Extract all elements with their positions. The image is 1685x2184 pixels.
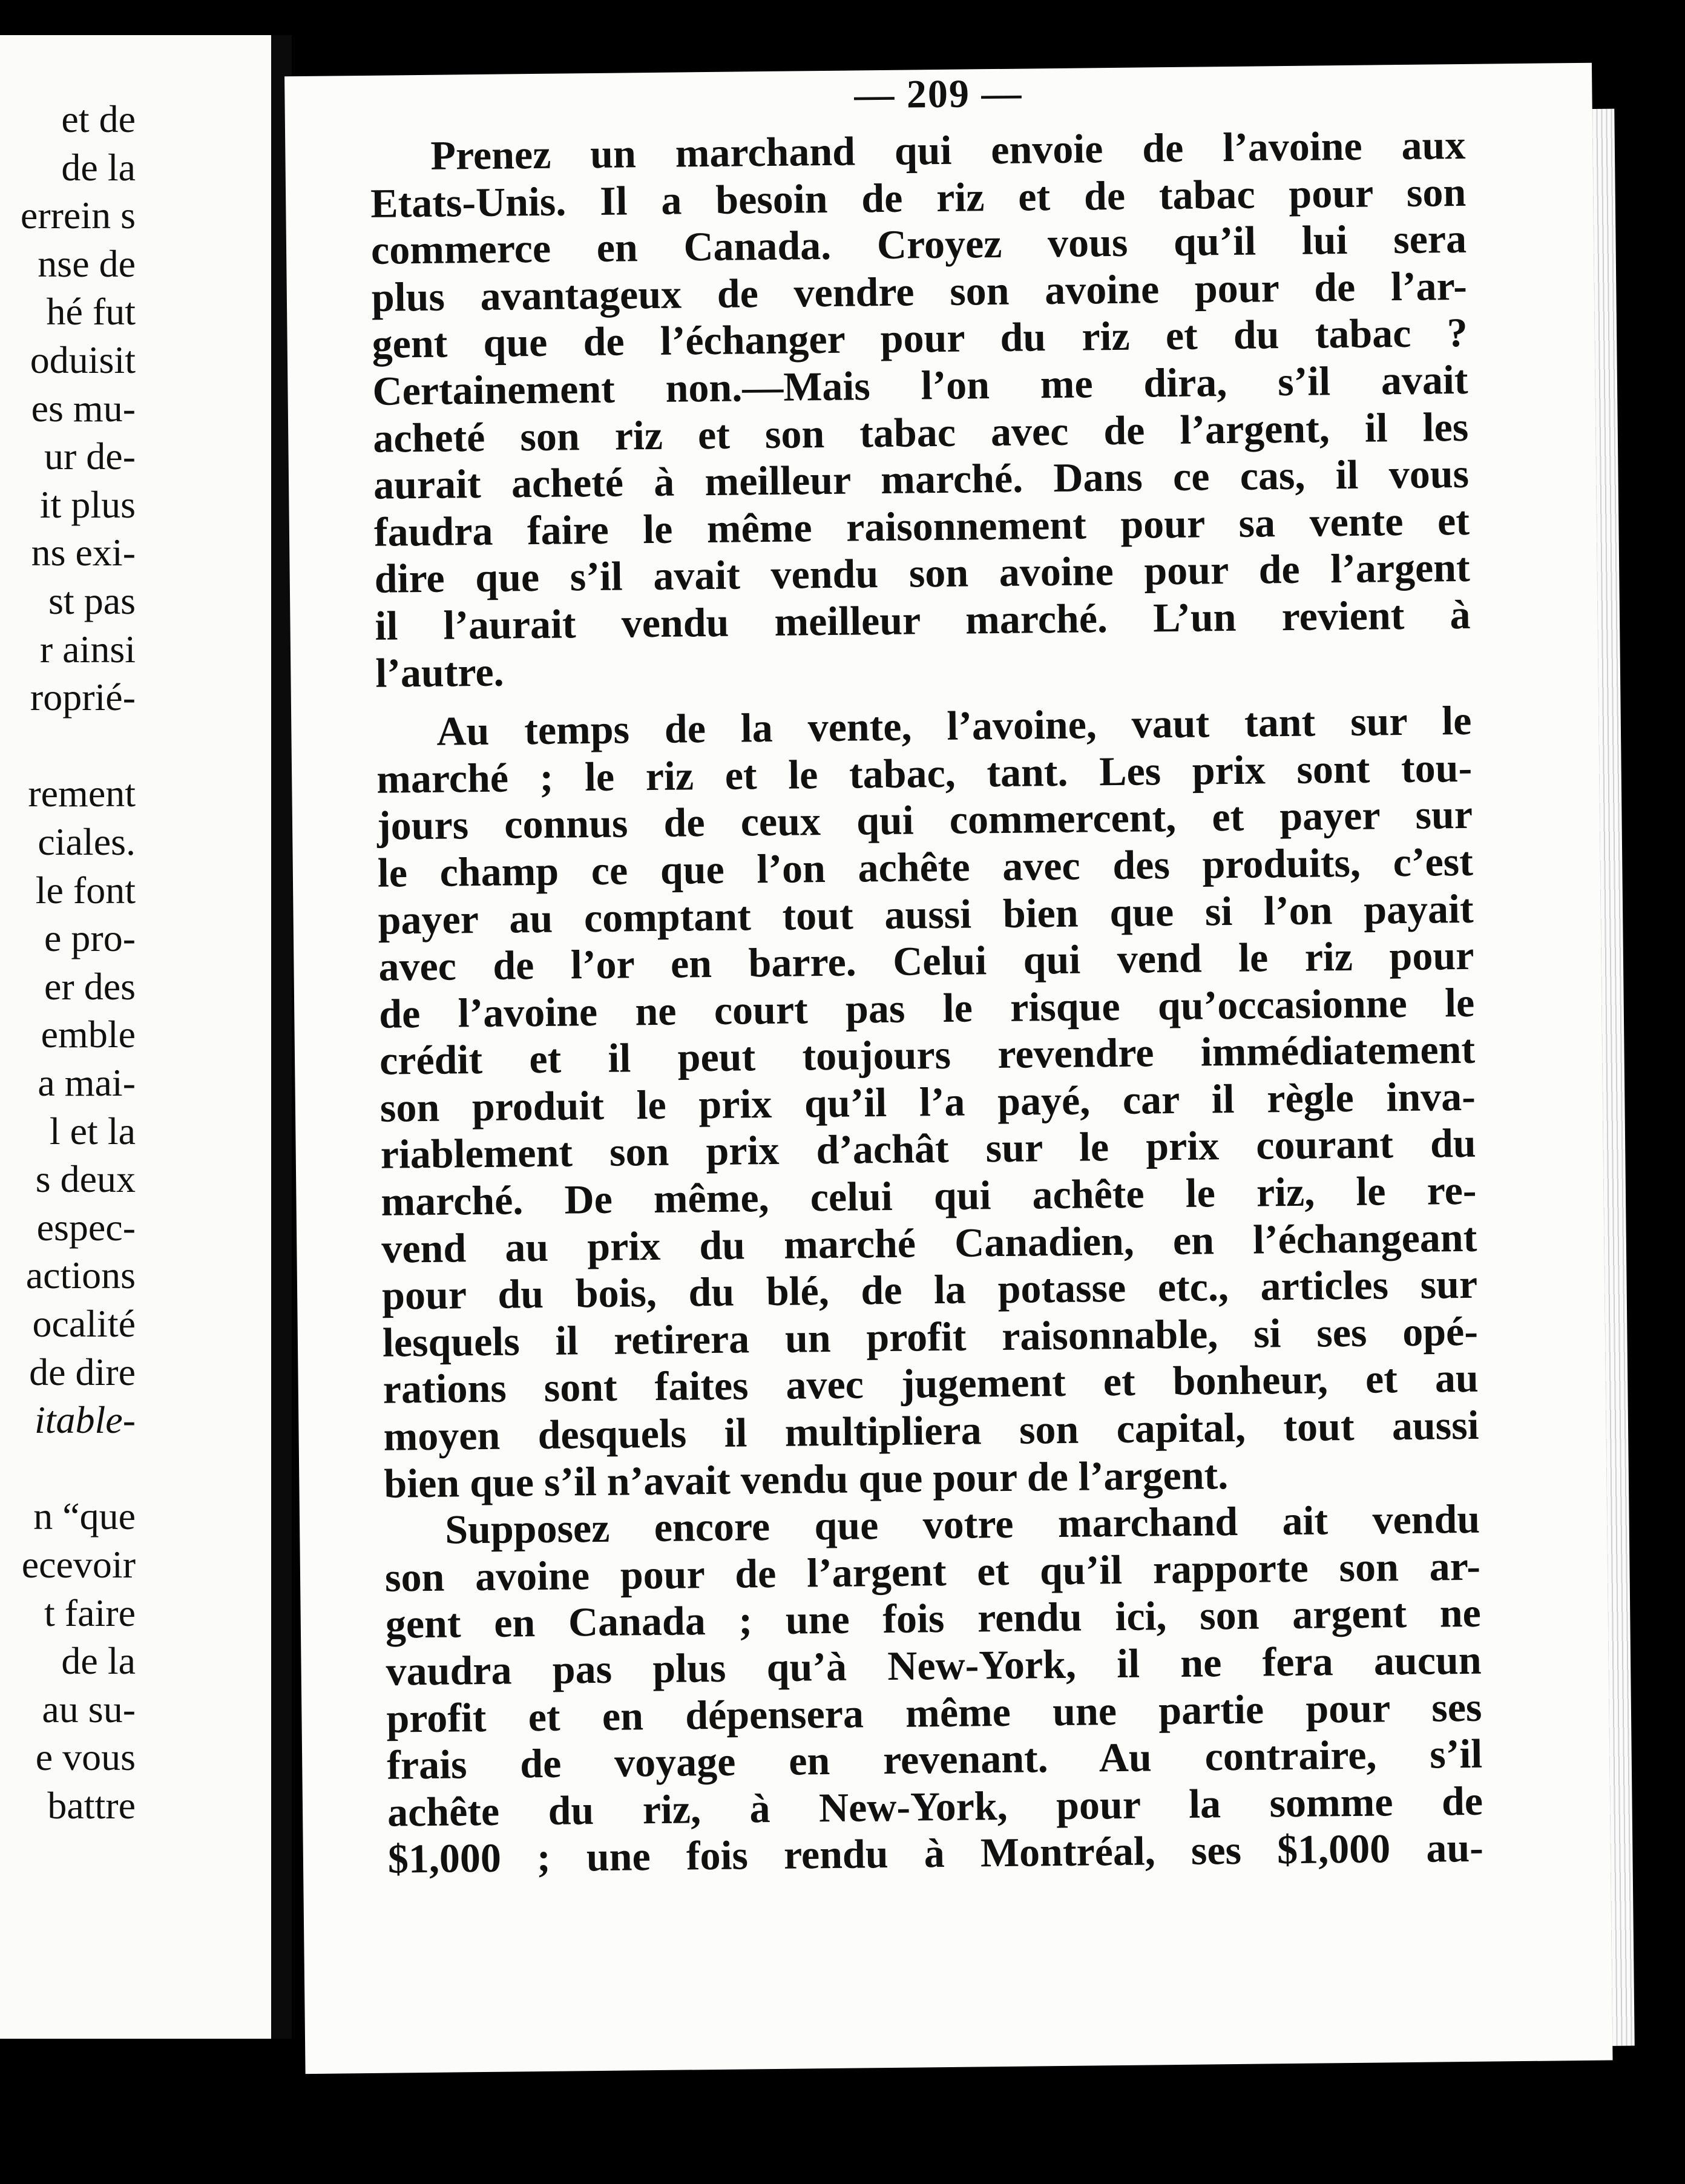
text-line: bien que s’il n’avait vendu que pour de l’argent.: [384, 1451, 1229, 1507]
left-page-line: emble: [41, 1013, 136, 1056]
text-line: vend au prix du marché Canadien, en l’échangeant: [381, 1214, 1477, 1272]
text-line: Etats-Unis. Il a besoin de riz et de tabac pour son: [370, 168, 1467, 226]
left-page-line: oduisit: [30, 338, 136, 381]
left-page-line: roprié-: [30, 676, 136, 719]
text-line: commerce en Canada. Croyez vous qu’il lui sera: [370, 215, 1467, 274]
left-page-line: de la: [61, 145, 136, 189]
left-page-line: ns exi-: [31, 531, 136, 574]
text-line: marché. De même, celui qui achête le riz, le re-: [381, 1166, 1477, 1225]
left-page-line: ecevoir: [21, 1543, 136, 1586]
left-page-line: et de: [61, 97, 136, 140]
text-line: aurait acheté à meilleur marché. Dans ce cas, il vous: [373, 450, 1470, 508]
text-line: moyen desquels il multipliera son capital, tout aussi: [383, 1401, 1479, 1459]
text-line: profit et en dépensera même une partie pour ses: [386, 1683, 1482, 1742]
text-line: avec de l’or en barre. Celui qui vend le riz pour: [378, 932, 1474, 990]
left-page-line: ur de-: [44, 435, 136, 478]
text-line: rations sont faites avec jugement et bonheur, et au: [383, 1355, 1479, 1413]
left-page-line: rement: [28, 772, 136, 815]
text-line: son produit le prix qu’il l’a payé, car il règle inva-: [379, 1073, 1476, 1131]
left-page-line: er des: [44, 964, 136, 1008]
left-page-line: nse de: [38, 242, 136, 285]
left-page-line: t faire: [44, 1591, 136, 1634]
text-line: achête du riz, à New-York, pour la somme de: [387, 1777, 1483, 1835]
text-line: lesquels il retirera un profit raisonnable, si ses opé-: [382, 1307, 1479, 1366]
text-line: dire que s’il avait vendu son avoine pour de l’argent: [374, 544, 1471, 602]
left-page-line: de la: [61, 1639, 136, 1683]
left-page-line: ocalité: [32, 1302, 136, 1345]
left-page-line: e vous: [35, 1735, 136, 1779]
left-page-line: st pas: [48, 579, 136, 622]
text-line: payer au comptant tout aussi bien que si l’on payait: [378, 885, 1474, 943]
text-line: vaudra pas plus qu’à New-York, il ne fera aucun: [386, 1636, 1482, 1694]
text-line: marché ; le riz et le tabac, tant. Les prix sont tou-: [376, 744, 1473, 802]
text-line: Prenez un marchand qui envoie de l’avoine aux: [430, 121, 1466, 179]
text-line: Au temps de la vente, l’avoine, vaut tant sur le: [436, 697, 1472, 754]
text-line: gent en Canada ; une fois rendu ici, son argent ne: [385, 1590, 1482, 1648]
text-line: frais de voyage en revenant. Au contraire, s’il: [386, 1730, 1483, 1788]
text-line: il l’aurait vendu meilleur marché. L’un revient à: [375, 591, 1471, 649]
left-page-line: le font: [35, 868, 136, 912]
text-line: riablement son prix d’achât sur le prix courant du: [380, 1120, 1477, 1178]
left-page-line: a mai-: [38, 1061, 136, 1104]
body-text: [370, 122, 1483, 1883]
left-page-line: au su-: [42, 1687, 136, 1731]
text-line: son avoine pour de l’argent et qu’il rapporte son ar-: [384, 1542, 1481, 1600]
right-page: [284, 63, 1612, 2074]
left-page-line: l et la: [49, 1109, 136, 1153]
text-line: le champ ce que l’on achête avec des produits, c’est: [377, 838, 1474, 896]
left-page-line: e pro-: [44, 916, 136, 960]
left-page-line: es mu-: [31, 386, 136, 430]
text-line: gent que de l’échanger pour du riz et du tabac ?: [372, 309, 1468, 367]
text-line: de l’avoine ne court pas le risque qu’occasionne le: [378, 979, 1475, 1037]
left-page-line: espec-: [36, 1205, 136, 1249]
left-page-line: actions: [25, 1254, 136, 1297]
text-line: jours connus de ceux qui commercent, et payer sur: [376, 791, 1473, 849]
text-line: pour du bois, du blé, de la potasse etc., articles sur: [381, 1261, 1478, 1318]
page-number: — 209 —: [854, 71, 1023, 117]
left-page-line: hé fut: [46, 290, 136, 334]
left-page-line: r ainsi: [39, 627, 136, 671]
text-line: Supposez encore que votre marchand ait vendu: [444, 1495, 1480, 1553]
text-line: l’autre.: [375, 648, 504, 696]
text-line: faudra faire le même raisonnement pour sa vente et: [373, 497, 1470, 555]
left-page-line: itable-: [34, 1398, 136, 1442]
text-line: crédit et il peut toujours revendre immédiatement: [379, 1026, 1476, 1084]
left-page-line: battre: [47, 1784, 136, 1827]
left-page-line: n “que: [33, 1495, 136, 1538]
left-page-line: de dire: [29, 1350, 136, 1393]
left-page: [0, 35, 271, 2039]
text-line: Certainement non.—Mais l’on me dira, s’il avait: [372, 356, 1468, 414]
text-line: plus avantageux de vendre son avoine pour de l’ar-: [371, 262, 1468, 320]
left-page-line: s deux: [35, 1157, 136, 1201]
left-page-line: it plus: [39, 482, 136, 526]
left-page-line: ciales.: [38, 820, 136, 863]
text-line: $1,000 ; une fois rendu à Montréal, ses $1,000 au-: [387, 1824, 1484, 1883]
left-page-line: errein s: [20, 194, 136, 237]
text-line: acheté son riz et son tabac avec de l’argent, il les: [372, 403, 1469, 461]
